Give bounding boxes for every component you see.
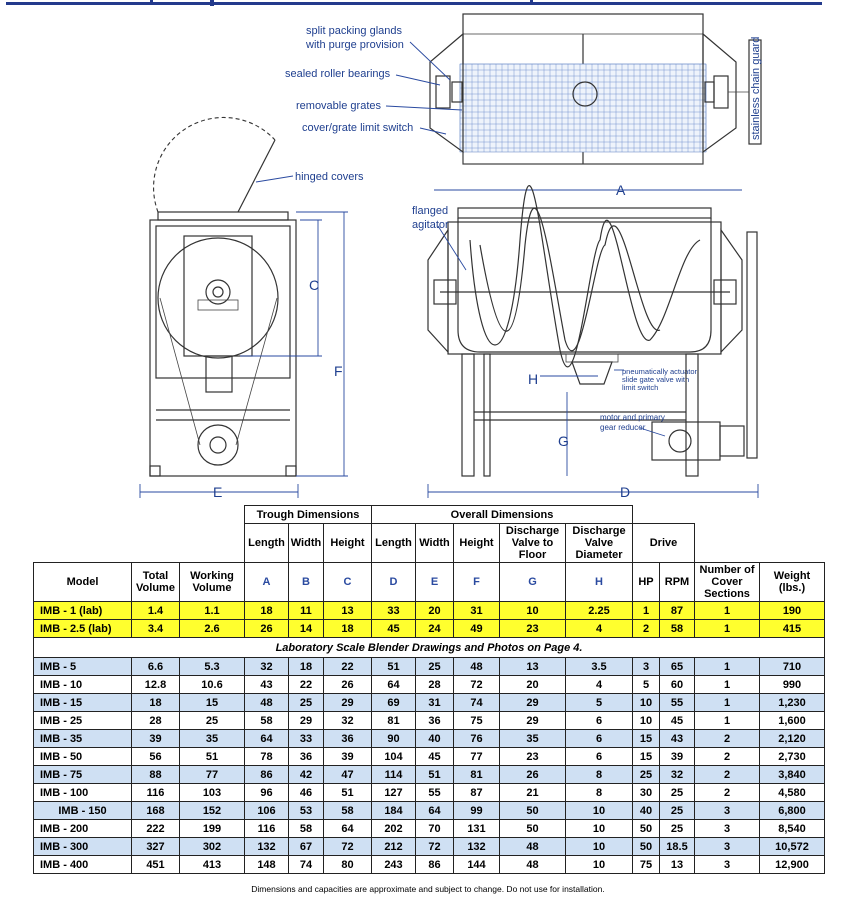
table-cell: 74 xyxy=(289,856,324,874)
table-cell: 64 xyxy=(324,820,372,838)
col-c-header: C xyxy=(324,563,372,602)
table-row xyxy=(34,730,825,748)
table-cell: 51 xyxy=(372,658,416,676)
table-cell: 413 xyxy=(180,856,245,874)
motor-label-2: gear reducer xyxy=(600,423,646,432)
dim-a-label: A xyxy=(616,182,626,198)
model-cell: IMB - 2.5 (lab) xyxy=(34,620,132,638)
table-cell: 302 xyxy=(180,838,245,856)
table-row xyxy=(34,602,825,620)
lab-rows xyxy=(34,602,825,638)
hinged-covers-label: hinged covers xyxy=(295,171,364,183)
overall-height-header: Height xyxy=(454,524,500,563)
table-cell: 6 xyxy=(566,730,633,748)
col-a-header: A xyxy=(245,563,289,602)
model-cell: IMB - 50 xyxy=(34,748,132,766)
table-cell: 53 xyxy=(289,802,324,820)
discharge-diameter-header: Discharge Valve Diameter xyxy=(566,524,633,563)
table-cell: 40 xyxy=(416,730,454,748)
table-cell: 12.8 xyxy=(132,676,180,694)
table-cell: 1 xyxy=(695,676,760,694)
table-cell: 78 xyxy=(245,748,289,766)
end-view-drawing xyxy=(140,117,364,500)
working-volume-header: Working Volume xyxy=(180,563,245,602)
trough-width-header: Width xyxy=(289,524,324,563)
table-cell: 51 xyxy=(180,748,245,766)
table-cell: 8 xyxy=(566,766,633,784)
table-cell: 26 xyxy=(245,620,289,638)
table-row xyxy=(34,712,825,730)
col-e-header: E xyxy=(416,563,454,602)
col-g-header: G xyxy=(500,563,566,602)
table-cell: 127 xyxy=(372,784,416,802)
table-cell: 4 xyxy=(566,620,633,638)
spec-table xyxy=(33,505,825,874)
table-cell: 40 xyxy=(633,802,660,820)
split-packing-label: split packing glands xyxy=(306,25,403,37)
blender-drawings xyxy=(0,8,856,504)
table-cell: 12,900 xyxy=(760,856,825,874)
model-cell: IMB - 10 xyxy=(34,676,132,694)
table-cell: 50 xyxy=(633,838,660,856)
table-cell: 1 xyxy=(633,602,660,620)
table-row xyxy=(34,820,825,838)
table-cell: 31 xyxy=(416,694,454,712)
table-cell: 32 xyxy=(245,658,289,676)
table-cell: 70 xyxy=(416,820,454,838)
table-cell: 3 xyxy=(695,838,760,856)
table-cell: 58 xyxy=(324,802,372,820)
table-cell: 14 xyxy=(289,620,324,638)
cover-grate-switch-label: cover/grate limit switch xyxy=(302,122,414,134)
table-cell: 10 xyxy=(566,802,633,820)
table-cell: 69 xyxy=(372,694,416,712)
header-marks xyxy=(150,0,750,6)
table-cell: 104 xyxy=(372,748,416,766)
table-cell: 31 xyxy=(454,602,500,620)
overall-width-header: Width xyxy=(416,524,454,563)
table-cell: 25 xyxy=(180,712,245,730)
model-cell: IMB - 75 xyxy=(34,766,132,784)
table-cell: 36 xyxy=(324,730,372,748)
table-cell: 1,600 xyxy=(760,712,825,730)
table-cell: 76 xyxy=(454,730,500,748)
table-cell: 75 xyxy=(454,712,500,730)
model-cell: IMB - 200 xyxy=(34,820,132,838)
table-cell: 39 xyxy=(132,730,180,748)
table-cell: 11 xyxy=(289,602,324,620)
table-cell: 18 xyxy=(132,694,180,712)
table-cell: 49 xyxy=(454,620,500,638)
table-cell: 1 xyxy=(695,658,760,676)
table-cell: 18.5 xyxy=(660,838,695,856)
table-cell: 64 xyxy=(372,676,416,694)
hp-header: HP xyxy=(633,563,660,602)
table-cell: 212 xyxy=(372,838,416,856)
table-cell: 5.3 xyxy=(180,658,245,676)
table-row xyxy=(34,658,825,676)
table-cell: 4 xyxy=(566,676,633,694)
footer-disclaimer: Dimensions and capacities are approximate and subject to change. Do not use for installation. xyxy=(251,884,605,894)
total-volume-header: Total Volume xyxy=(132,563,180,602)
table-cell: 25 xyxy=(289,694,324,712)
model-cell: IMB - 25 xyxy=(34,712,132,730)
table-cell: 10 xyxy=(500,602,566,620)
purge-provision-label: with purge provision xyxy=(306,39,404,51)
table-cell: 28 xyxy=(416,676,454,694)
table-cell: 25 xyxy=(660,784,695,802)
lab-note: Laboratory Scale Blender Drawings and Photos on Page 4. xyxy=(34,638,825,658)
table-cell: 327 xyxy=(132,838,180,856)
table-cell: 25 xyxy=(660,820,695,838)
table-cell: 152 xyxy=(180,802,245,820)
cover-sections-header: Number of Cover Sections xyxy=(695,563,760,602)
table-cell: 33 xyxy=(289,730,324,748)
table-cell: 2.6 xyxy=(180,620,245,638)
model-cell: IMB - 150 xyxy=(34,802,132,820)
trough-dimensions-header: Trough Dimensions xyxy=(245,506,372,524)
table-cell: 51 xyxy=(416,766,454,784)
table-cell: 13 xyxy=(660,856,695,874)
table-cell: 67 xyxy=(289,838,324,856)
table-cell: 103 xyxy=(180,784,245,802)
table-cell: 1 xyxy=(695,620,760,638)
table-cell: 48 xyxy=(245,694,289,712)
table-cell: 2 xyxy=(695,730,760,748)
table-cell: 36 xyxy=(416,712,454,730)
table-cell: 28 xyxy=(132,712,180,730)
table-cell: 144 xyxy=(454,856,500,874)
col-f-header: F xyxy=(454,563,500,602)
agitator-label: agitator xyxy=(412,219,449,231)
table-cell: 190 xyxy=(760,602,825,620)
table-cell: 30 xyxy=(633,784,660,802)
removable-grates-label: removable grates xyxy=(296,100,381,112)
table-cell: 47 xyxy=(324,766,372,784)
model-cell: IMB - 300 xyxy=(34,838,132,856)
table-cell: 116 xyxy=(132,784,180,802)
table-cell: 132 xyxy=(454,838,500,856)
table-cell: 106 xyxy=(245,802,289,820)
table-cell: 3.4 xyxy=(132,620,180,638)
table-cell: 2,730 xyxy=(760,748,825,766)
table-cell: 2 xyxy=(695,766,760,784)
table-cell: 72 xyxy=(416,838,454,856)
table-cell: 6 xyxy=(566,748,633,766)
table-cell: 2,120 xyxy=(760,730,825,748)
table-cell: 10,572 xyxy=(760,838,825,856)
table-cell: 65 xyxy=(660,658,695,676)
table-cell: 29 xyxy=(289,712,324,730)
table-cell: 114 xyxy=(372,766,416,784)
table-cell: 23 xyxy=(500,748,566,766)
table-cell: 2 xyxy=(633,620,660,638)
table-cell: 55 xyxy=(660,694,695,712)
table-cell: 24 xyxy=(416,620,454,638)
table-cell: 90 xyxy=(372,730,416,748)
actuator-label-3: limit switch xyxy=(622,383,659,392)
table-cell: 13 xyxy=(324,602,372,620)
table-cell: 15 xyxy=(633,748,660,766)
table-row xyxy=(34,784,825,802)
table-cell: 80 xyxy=(324,856,372,874)
table-cell: 50 xyxy=(633,820,660,838)
table-cell: 2 xyxy=(695,748,760,766)
table-cell: 58 xyxy=(289,820,324,838)
model-header: Model xyxy=(34,563,132,602)
table-cell: 25 xyxy=(416,658,454,676)
table-cell: 39 xyxy=(324,748,372,766)
side-view-drawing xyxy=(412,182,758,500)
table-cell: 15 xyxy=(180,694,245,712)
dim-c-label: C xyxy=(309,277,320,293)
table-cell: 168 xyxy=(132,802,180,820)
table-row xyxy=(34,694,825,712)
table-cell: 58 xyxy=(660,620,695,638)
table-cell: 222 xyxy=(132,820,180,838)
table-cell: 26 xyxy=(324,676,372,694)
actuator-label-2: slide gate valve with xyxy=(622,375,690,384)
table-cell: 18 xyxy=(324,620,372,638)
table-cell: 43 xyxy=(660,730,695,748)
table-cell: 451 xyxy=(132,856,180,874)
dim-h-label: H xyxy=(528,371,539,387)
table-cell: 39 xyxy=(660,748,695,766)
table-cell: 18 xyxy=(289,658,324,676)
overall-dimensions-header: Overall Dimensions xyxy=(372,506,633,524)
table-cell: 87 xyxy=(660,602,695,620)
table-cell: 3,840 xyxy=(760,766,825,784)
table-cell: 1 xyxy=(695,602,760,620)
table-cell: 25 xyxy=(660,802,695,820)
table-cell: 64 xyxy=(416,802,454,820)
trough-length-header: Length xyxy=(245,524,289,563)
table-cell: 3 xyxy=(695,856,760,874)
table-cell: 10 xyxy=(633,712,660,730)
table-cell: 15 xyxy=(633,730,660,748)
table-cell: 48 xyxy=(500,856,566,874)
table-cell: 132 xyxy=(245,838,289,856)
table-cell: 4,580 xyxy=(760,784,825,802)
table-cell: 75 xyxy=(633,856,660,874)
table-cell: 45 xyxy=(372,620,416,638)
table-cell: 81 xyxy=(454,766,500,784)
table-cell: 60 xyxy=(660,676,695,694)
table-cell: 72 xyxy=(454,676,500,694)
table-cell: 43 xyxy=(245,676,289,694)
table-cell: 35 xyxy=(500,730,566,748)
table-cell: 35 xyxy=(180,730,245,748)
model-cell: IMB - 15 xyxy=(34,694,132,712)
drive-header: Drive xyxy=(633,524,695,563)
table-cell: 148 xyxy=(245,856,289,874)
table-cell: 10 xyxy=(566,838,633,856)
table-cell: 8,540 xyxy=(760,820,825,838)
table-cell: 5 xyxy=(566,694,633,712)
table-cell: 1,230 xyxy=(760,694,825,712)
table-cell: 36 xyxy=(289,748,324,766)
table-cell: 990 xyxy=(760,676,825,694)
table-cell: 199 xyxy=(180,820,245,838)
table-cell: 415 xyxy=(760,620,825,638)
table-cell: 29 xyxy=(500,712,566,730)
table-cell: 32 xyxy=(324,712,372,730)
chain-guard-label: stainless chain guard xyxy=(750,36,762,140)
table-cell: 243 xyxy=(372,856,416,874)
table-cell: 22 xyxy=(289,676,324,694)
motor-label-1: motor and primary xyxy=(600,413,665,422)
col-b-header: B xyxy=(289,563,324,602)
table-cell: 8 xyxy=(566,784,633,802)
table-cell: 5 xyxy=(633,676,660,694)
table-cell: 46 xyxy=(289,784,324,802)
table-cell: 22 xyxy=(324,658,372,676)
table-cell: 13 xyxy=(500,658,566,676)
table-cell: 74 xyxy=(454,694,500,712)
table-row xyxy=(34,676,825,694)
table-cell: 1.1 xyxy=(180,602,245,620)
table-cell: 88 xyxy=(132,766,180,784)
table-cell: 45 xyxy=(416,748,454,766)
top-view-drawing xyxy=(285,14,762,164)
table-cell: 10.6 xyxy=(180,676,245,694)
discharge-floor-header: Discharge Valve to Floor xyxy=(500,524,566,563)
table-cell: 81 xyxy=(372,712,416,730)
table-cell: 1.4 xyxy=(132,602,180,620)
flanged-label: flanged xyxy=(412,205,449,217)
table-cell: 96 xyxy=(245,784,289,802)
table-cell: 86 xyxy=(416,856,454,874)
table-cell: 6.6 xyxy=(132,658,180,676)
table-cell: 10 xyxy=(566,856,633,874)
table-cell: 2 xyxy=(695,784,760,802)
table-cell: 48 xyxy=(454,658,500,676)
table-cell: 23 xyxy=(500,620,566,638)
table-cell: 50 xyxy=(500,802,566,820)
table-cell: 10 xyxy=(566,820,633,838)
table-row xyxy=(34,802,825,820)
col-d-header: D xyxy=(372,563,416,602)
trough-height-header: Height xyxy=(324,524,372,563)
table-cell: 32 xyxy=(660,766,695,784)
table-cell: 99 xyxy=(454,802,500,820)
table-cell: 50 xyxy=(500,820,566,838)
table-cell: 29 xyxy=(500,694,566,712)
table-cell: 87 xyxy=(454,784,500,802)
dim-f-label: F xyxy=(334,363,343,379)
model-cell: IMB - 1 (lab) xyxy=(34,602,132,620)
table-cell: 3 xyxy=(695,820,760,838)
table-cell: 58 xyxy=(245,712,289,730)
table-cell: 1 xyxy=(695,694,760,712)
table-cell: 2.25 xyxy=(566,602,633,620)
table-cell: 77 xyxy=(454,748,500,766)
dim-e-label: E xyxy=(213,484,223,500)
overall-length-header: Length xyxy=(372,524,416,563)
table-cell: 86 xyxy=(245,766,289,784)
table-cell: 3.5 xyxy=(566,658,633,676)
model-cell: IMB - 100 xyxy=(34,784,132,802)
table-cell: 56 xyxy=(132,748,180,766)
table-cell: 20 xyxy=(500,676,566,694)
table-cell: 3 xyxy=(695,802,760,820)
table-cell: 21 xyxy=(500,784,566,802)
table-row xyxy=(34,856,825,874)
table-cell: 77 xyxy=(180,766,245,784)
model-cell: IMB - 5 xyxy=(34,658,132,676)
table-cell: 26 xyxy=(500,766,566,784)
table-cell: 48 xyxy=(500,838,566,856)
table-cell: 18 xyxy=(245,602,289,620)
table-row xyxy=(34,748,825,766)
sealed-bearings-label: sealed roller bearings xyxy=(285,68,391,80)
table-row xyxy=(34,838,825,856)
table-cell: 64 xyxy=(245,730,289,748)
table-cell: 131 xyxy=(454,820,500,838)
table-cell: 10 xyxy=(633,694,660,712)
table-cell: 3 xyxy=(633,658,660,676)
table-cell: 184 xyxy=(372,802,416,820)
table-cell: 33 xyxy=(372,602,416,620)
table-cell: 45 xyxy=(660,712,695,730)
table-cell: 1 xyxy=(695,712,760,730)
table-row xyxy=(34,766,825,784)
table-cell: 20 xyxy=(416,602,454,620)
weight-header: Weight (lbs.) xyxy=(760,563,825,602)
model-cell: IMB - 400 xyxy=(34,856,132,874)
table-cell: 55 xyxy=(416,784,454,802)
actuator-label-1: pneumatically actuator xyxy=(622,367,698,376)
table-cell: 6,800 xyxy=(760,802,825,820)
rpm-header: RPM xyxy=(660,563,695,602)
table-cell: 25 xyxy=(633,766,660,784)
table-cell: 29 xyxy=(324,694,372,712)
dim-d-label: D xyxy=(620,484,631,500)
table-cell: 6 xyxy=(566,712,633,730)
table-cell: 72 xyxy=(324,838,372,856)
table-cell: 51 xyxy=(324,784,372,802)
table-cell: 116 xyxy=(245,820,289,838)
model-cell: IMB - 35 xyxy=(34,730,132,748)
table-row xyxy=(34,620,825,638)
model-rows xyxy=(34,658,825,874)
dim-g-label: G xyxy=(558,433,569,449)
table-cell: 202 xyxy=(372,820,416,838)
col-h-header: H xyxy=(566,563,633,602)
table-cell: 710 xyxy=(760,658,825,676)
table-cell: 42 xyxy=(289,766,324,784)
